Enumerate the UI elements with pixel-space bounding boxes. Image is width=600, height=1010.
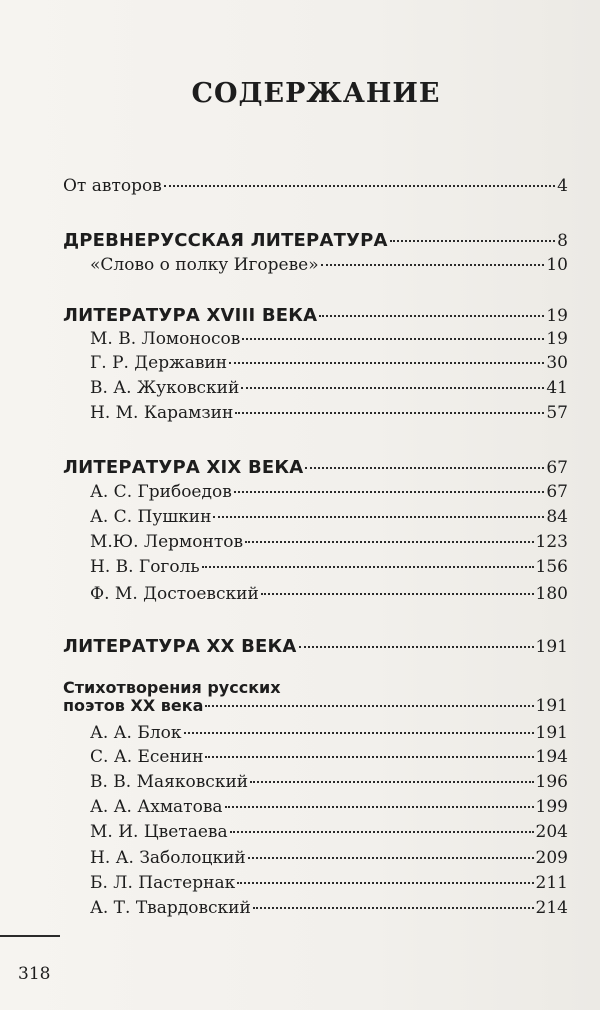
dot-leader <box>205 756 533 758</box>
toc-entry <box>90 507 568 533</box>
toc-entry <box>90 848 568 874</box>
entry-label: А. А. Блок <box>90 723 182 743</box>
toc-section-heading <box>63 305 568 331</box>
toc-entry <box>90 898 568 924</box>
entry-page: 214 <box>535 898 568 918</box>
entry-page: 41 <box>546 378 568 398</box>
dot-leader <box>305 467 544 469</box>
entry-page: 19 <box>546 329 568 349</box>
toc-entry <box>90 378 568 404</box>
section-page: 8 <box>557 231 568 251</box>
dot-leader <box>202 566 534 568</box>
toc-entry-intro <box>63 176 568 202</box>
toc-entry <box>90 822 568 848</box>
toc-entry <box>90 772 568 798</box>
entry-label: А. А. Ахматова <box>90 797 223 817</box>
section-label: ЛИТЕРАТУРА XIX ВЕКА <box>63 457 304 478</box>
entry-label: А. С. Пушкин <box>90 507 212 527</box>
dot-leader <box>245 541 534 543</box>
folio-rule <box>0 935 60 937</box>
dot-leader <box>299 646 534 648</box>
toc-entry <box>90 403 568 429</box>
entry-label: Н. В. Гоголь <box>90 557 200 577</box>
entry-page: 84 <box>546 507 568 527</box>
toc-entry <box>90 873 568 899</box>
dot-leader <box>229 362 544 364</box>
toc-section-heading <box>63 457 568 483</box>
entry-label: Б. Л. Пастернак <box>90 873 236 893</box>
entry-page: 67 <box>546 482 568 502</box>
dot-leader <box>319 315 544 317</box>
dot-leader <box>235 412 544 414</box>
dot-leader <box>390 240 556 242</box>
page-title: СОДЕРЖАНИЕ <box>191 78 441 109</box>
entry-label: М.Ю. Лермонтов <box>90 532 244 552</box>
section-label: ЛИТЕРАТУРА XX ВЕКА <box>63 636 297 657</box>
entry-label: «Слово о полку Игореве» <box>90 255 319 275</box>
toc-entry <box>90 797 568 823</box>
entry-page: 123 <box>535 532 568 552</box>
entry-label: М. В. Ломоносов <box>90 329 241 349</box>
dot-leader <box>225 806 534 808</box>
section-page: 67 <box>546 458 568 478</box>
entry-label: С. А. Есенин <box>90 747 204 767</box>
dot-leader <box>248 857 534 859</box>
entry-page: 204 <box>535 822 568 842</box>
section-page: 19 <box>546 306 568 326</box>
dot-leader <box>213 516 544 518</box>
toc-entry <box>90 329 568 355</box>
entry-page: 211 <box>535 873 568 893</box>
dot-leader <box>261 593 534 595</box>
entry-page: 196 <box>535 772 568 792</box>
toc-entry <box>90 255 568 281</box>
dot-leader <box>250 781 533 783</box>
dot-leader <box>241 387 544 389</box>
toc-entry <box>90 353 568 379</box>
entry-label: М. И. Цветаева <box>90 822 228 842</box>
entry-page: 194 <box>535 747 568 767</box>
dot-leader <box>242 338 544 340</box>
section-page: 191 <box>535 637 568 657</box>
entry-label: А. Т. Твардовский <box>90 898 251 918</box>
toc-section-heading <box>63 230 568 256</box>
toc-subheading <box>63 696 568 722</box>
subheading-label: поэтов XX века <box>63 696 204 715</box>
entry-label: Г. Р. Державин <box>90 353 228 373</box>
entry-label: Ф. М. Достоевский <box>90 584 259 604</box>
entry-page: 191 <box>535 723 568 743</box>
entry-label: Н. М. Карамзин <box>90 403 234 423</box>
toc-entry <box>90 747 568 773</box>
toc-entry <box>90 482 568 508</box>
section-label: ЛИТЕРАТУРА XVIII ВЕКА <box>63 305 318 326</box>
toc-entry <box>90 584 568 610</box>
section-label: ДРЕВНЕРУССКАЯ ЛИТЕРАТУРА <box>63 230 388 251</box>
toc-entry <box>90 532 568 558</box>
entry-page: 199 <box>535 797 568 817</box>
entry-page: 10 <box>546 255 568 275</box>
dot-leader <box>164 185 555 187</box>
dot-leader <box>237 882 533 884</box>
entry-label: От авторов <box>63 176 162 196</box>
dot-leader <box>184 732 534 734</box>
entry-page: 156 <box>535 557 568 577</box>
toc-section-heading <box>63 636 568 662</box>
entry-page: 209 <box>535 848 568 868</box>
dot-leader <box>205 705 533 707</box>
entry-page: 180 <box>535 584 568 604</box>
entry-page: 57 <box>546 403 568 423</box>
subheading-page: 191 <box>535 696 568 716</box>
entry-page: 30 <box>546 353 568 373</box>
entry-label: Н. А. Заболоцкий <box>90 848 246 868</box>
dot-leader <box>230 831 534 833</box>
entry-label: А. С. Грибоедов <box>90 482 232 502</box>
page-number: 318 <box>18 964 51 984</box>
dot-leader <box>253 907 534 909</box>
toc-entry <box>90 723 568 749</box>
dot-leader <box>234 491 545 493</box>
entry-label: В. А. Жуковский <box>90 378 240 398</box>
dot-leader <box>321 264 545 266</box>
entry-page: 4 <box>557 176 568 196</box>
entry-label: В. В. Маяковский <box>90 772 249 792</box>
toc-entry <box>90 557 568 583</box>
toc-subheading-line1: Стихотворения русских <box>63 678 281 697</box>
